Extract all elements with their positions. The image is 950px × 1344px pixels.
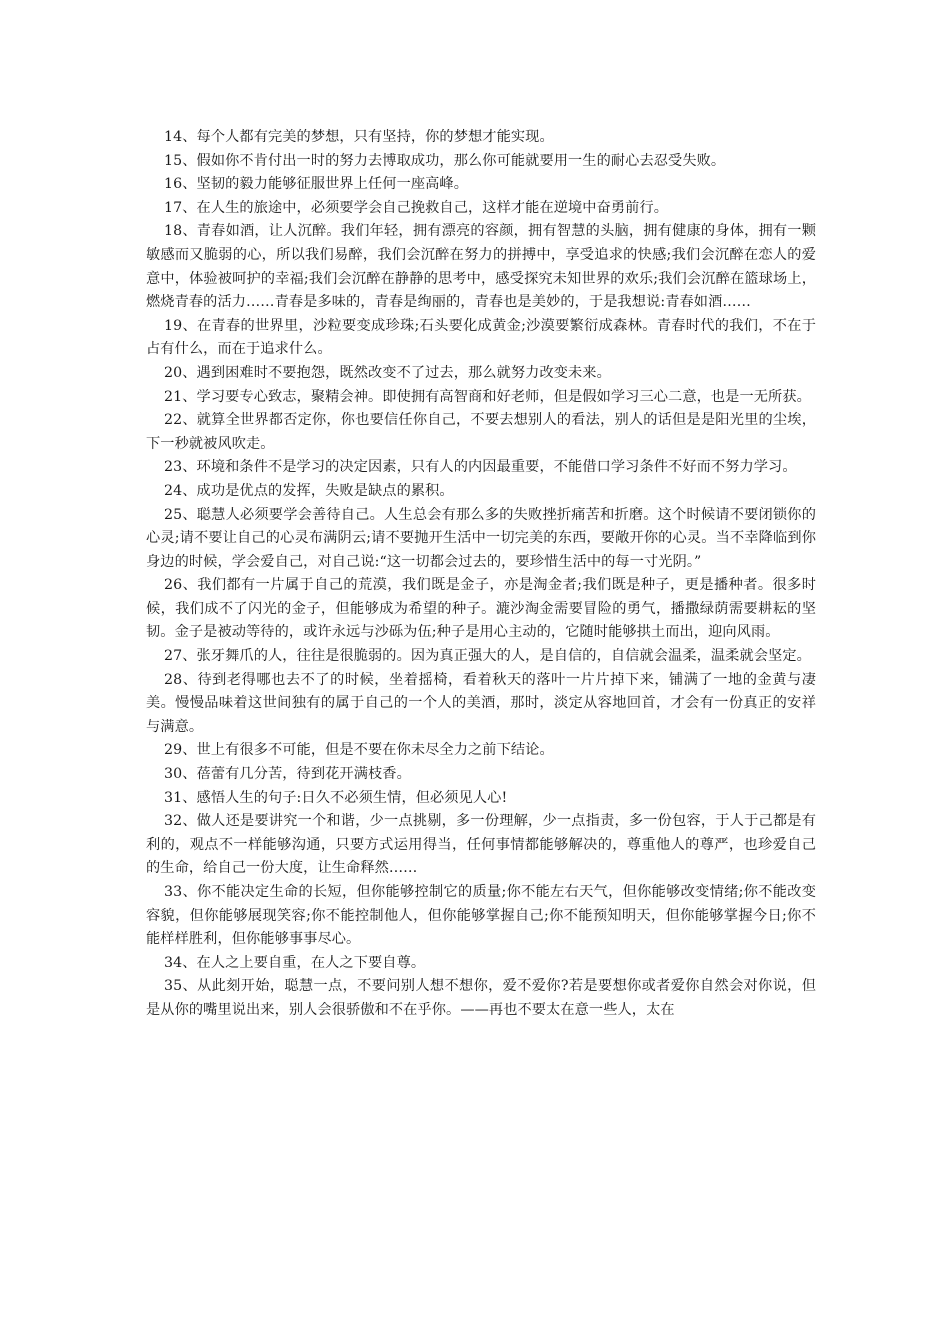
- paragraph-31: 31、感悟人生的句子:日久不必须生情，但必须见人心!: [164, 789, 508, 806]
- paragraph-24: 24、成功是优点的发挥，失败是缺点的累积。: [164, 482, 454, 499]
- paragraph-34: 34、在人之上要自重，在人之下要自尊。: [164, 954, 426, 971]
- paragraph-35: 35、从此刻开始，聪慧一点，不要问别人想不想你，爱不爱你?若是要想你或者爱你自然会对你说，但是从你的嘴里说出来，别人会很骄傲和不在乎你。——再也不要太在意一些人，太在: [146, 978, 816, 1018]
- paragraph-18: 18、青春如酒，让人沉醉。我们年轻，拥有漂亮的容颜，拥有智慧的头脑，拥有健康的身体，拥有一颗敏感而又脆弱的心，所以我们易醉，我们会沉醉在努力的拼搏中，享受追求的快感;我们会沉醉在恋人的爱意中，体验被呵护的幸福;我们会沉醉在静静的思考中，感受探究未知世界的欢乐;我们会沉醉在篮球场上，燃烧青春的活力……青春是多味的，青春是绚丽的，青春也是美妙的，于是我想说:青春如酒……: [146, 223, 816, 311]
- paragraph-14: 14、每个人都有完美的梦想，只有坚持，你的梦想才能实现。: [164, 129, 554, 145]
- paragraph-20: 20、遇到困难时不要抱怨，既然改变不了过去，那么就努力改变未来。: [164, 364, 611, 381]
- paragraph-22: 22、就算全世界都否定你，你也要信任你自己，不要去想别人的看法，别人的话但是是阳光里的尘埃，下一秒就被风吹走。: [146, 412, 816, 452]
- paragraph-26: 26、我们都有一片属于自己的荒漠，我们既是金子，亦是淘金者;我们既是种子，更是播种者。很多时候，我们成不了闪光的金子，但能够成为希望的种子。漉沙淘金需要冒险的勇气，播撒绿荫需要耕耘的坚韧。金子是被动等待的，或许永远与沙砾为伍;种子是用心主动的，它随时能够拱土而出，迎向风雨。: [146, 577, 816, 641]
- paragraph-23: 23、环境和条件不是学习的决定因素，只有人的内因最重要，不能借口学习条件不好而不努力学习。: [164, 459, 797, 476]
- paragraph-21: 21、学习要专心致志，聚精会神。即使拥有高智商和好老师，但是假如学习三心二意，也是一无所获。: [164, 388, 811, 405]
- paragraph-16: 16、坚韧的毅力能够征服世界上任何一座高峰。: [164, 176, 469, 193]
- paragraph-27: 27、张牙舞爪的人，往往是很脆弱的。因为真正强大的人，是自信的，自信就会温柔，温柔就会坚定。: [164, 648, 811, 665]
- paragraph-17: 17、在人生的旅途中，必须要学会自己挽救自己，这样才能在逆境中奋勇前行。: [164, 199, 669, 216]
- paragraph-25: 25、聪慧人必须要学会善待自己。人生总会有那么多的失败挫折痛苦和折磨。这个时候请不要闭锁你的心灵;请不要让自己的心灵布满阴云;请不要抛开生活中一切完美的东西，要敞开你的心灵。当不幸降临到你身边的时候，学会爱自己，对自己说:“这一切都会过去的，要珍惜生活中的每一寸光阴。”: [146, 506, 816, 570]
- paragraph-33: 33、你不能决定生命的长短，但你能够控制它的质量;你不能左右天气，但你能够改变情绪;你不能改变容貌，但你能够展现笑容;你不能控制他人，但你能够掌握自己;你不能预知明天，但你能够掌握今日;你不能样样胜利，但你能够事事尽心。: [146, 884, 816, 948]
- paragraph-29: 29、世上有很多不可能，但是不要在你未尽全力之前下结论。: [164, 742, 554, 759]
- paragraph-28: 28、待到老得哪也去不了的时候，坐着摇椅，看着秋天的落叶一片片掉下来，铺满了一地的金黄与凄美。慢慢品味着这世间独有的属于自己的一个人的美酒，那时，淡定从容地回首，才会有一份真正的安祥与满意。: [146, 671, 816, 735]
- paragraph-15: 15、假如你不肯付出一时的努力去博取成功，那么你可能就要用一生的耐心去忍受失败。: [164, 152, 726, 169]
- paragraph-19: 19、在青春的世界里，沙粒要变成珍珠;石头要化成黄金;沙漠要繁衍成森林。青春时代的我们，不在于占有什么，而在于追求什么。: [146, 317, 816, 358]
- paragraph-32: 32、做人还是要讲究一个和谐，少一点挑剔，多一份理解，少一点指责，多一份包容，于人于己都是有利的，观点不一样能够沟通，只要方式运用得当，任何事情都能够解决的，尊重他人的尊严，也珍爱自己的生命，给自己一份大度，让生命释然……: [146, 813, 816, 877]
- paragraph-30: 30、蓓蕾有几分苦，待到花开满枝香。: [164, 766, 411, 783]
- document-body: [146, 126, 816, 1023]
